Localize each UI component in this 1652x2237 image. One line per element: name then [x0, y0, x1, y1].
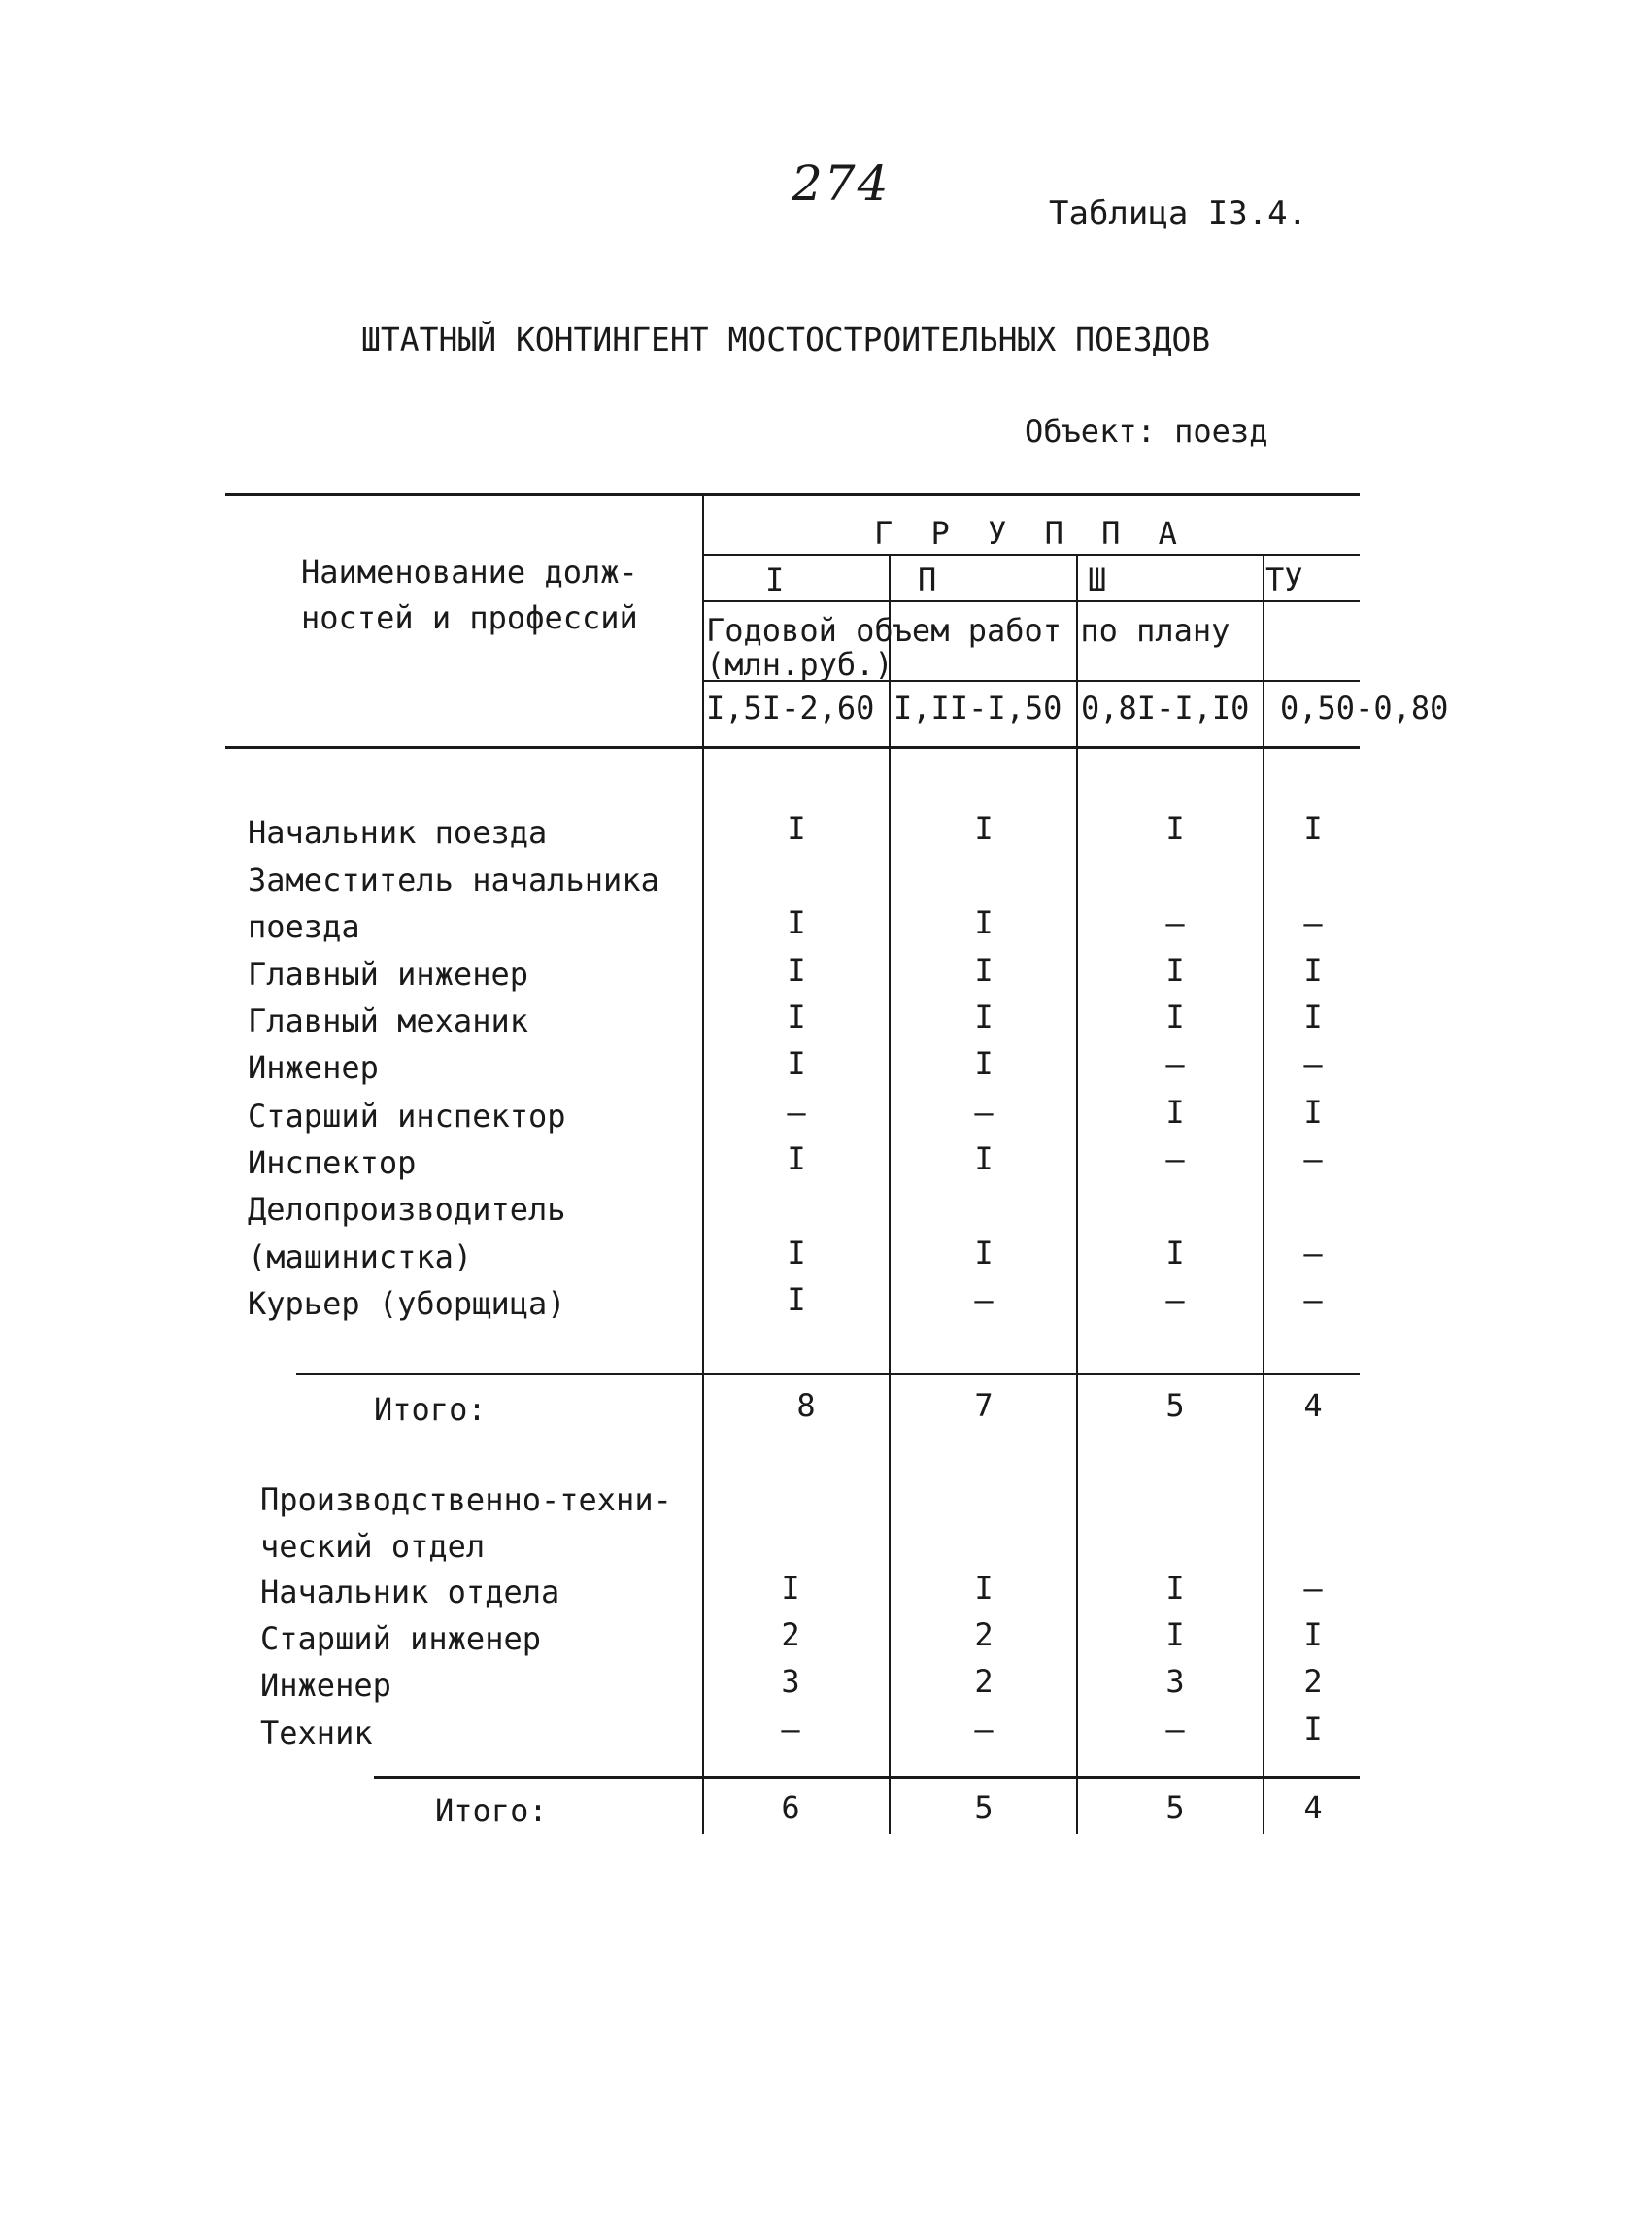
volume-header-line2: (млн.руб.)	[706, 646, 893, 683]
row-label: Техник	[260, 1714, 373, 1751]
row-label: (машинистка)	[248, 1238, 473, 1275]
page-title: ШТАТНЫЙ КОНТИНГЕНТ МОСТОСТРОИТЕЛЬНЫХ ПОЕЗДОВ	[361, 321, 1211, 358]
group-label: Г Р У П П А	[874, 515, 1187, 552]
total-rule-1	[296, 1373, 1360, 1375]
row-label: Начальник поезда	[248, 814, 548, 851]
total-rule-2	[374, 1776, 1360, 1779]
table-label: Таблица I3.4.	[1049, 194, 1308, 233]
range-header: I,II-I,50	[893, 690, 1062, 727]
group-header: ТУ	[1265, 561, 1303, 598]
row-label: Главный инженер	[248, 956, 528, 993]
row-label: поезда	[248, 908, 360, 945]
row-label: Инспектор	[248, 1144, 417, 1181]
header-bottom-rule	[225, 746, 1360, 749]
group-header: I	[765, 561, 785, 598]
name-column-header-line2: ностей и профессий	[301, 599, 638, 636]
groups-bottom-rule	[704, 600, 1360, 602]
row-label: Делопроизводитель	[248, 1191, 566, 1228]
row-label: Старший инспектор	[248, 1098, 566, 1135]
section-heading-line2: ческий отдел	[260, 1528, 486, 1565]
row-label: Главный механик	[248, 1002, 528, 1039]
top-rule	[225, 493, 1360, 496]
total-label: Итого:	[435, 1792, 548, 1829]
name-column-header-line1: Наименование долж-	[301, 554, 638, 591]
volume-header-line1: Годовой объем работ по плану	[706, 612, 1231, 649]
row-label: Инженер	[260, 1667, 391, 1704]
group-rule	[704, 554, 1360, 556]
column-divider	[702, 493, 704, 1834]
column-divider	[1076, 554, 1078, 1834]
row-label: Курьер (уборщица)	[248, 1285, 566, 1322]
row-label: Старший инженер	[260, 1620, 541, 1657]
range-header: I,5I-2,60	[706, 690, 875, 727]
range-header: 0,8I-I,I0	[1081, 690, 1250, 727]
column-divider	[889, 554, 891, 1834]
range-header: 0,50-0,80	[1280, 690, 1449, 727]
row-label: Инженер	[248, 1049, 379, 1086]
page-number: 274	[792, 155, 891, 212]
object-line: Объект: поезд	[1025, 413, 1268, 450]
section-heading-line1: Производственно-техни-	[260, 1481, 672, 1518]
group-header: Ш	[1088, 561, 1107, 598]
row-label: Начальник отдела	[260, 1574, 560, 1610]
row-label: Заместитель начальника	[248, 862, 659, 898]
column-divider	[1263, 554, 1264, 1834]
group-header: П	[918, 561, 937, 598]
total-label: Итого:	[374, 1391, 487, 1428]
